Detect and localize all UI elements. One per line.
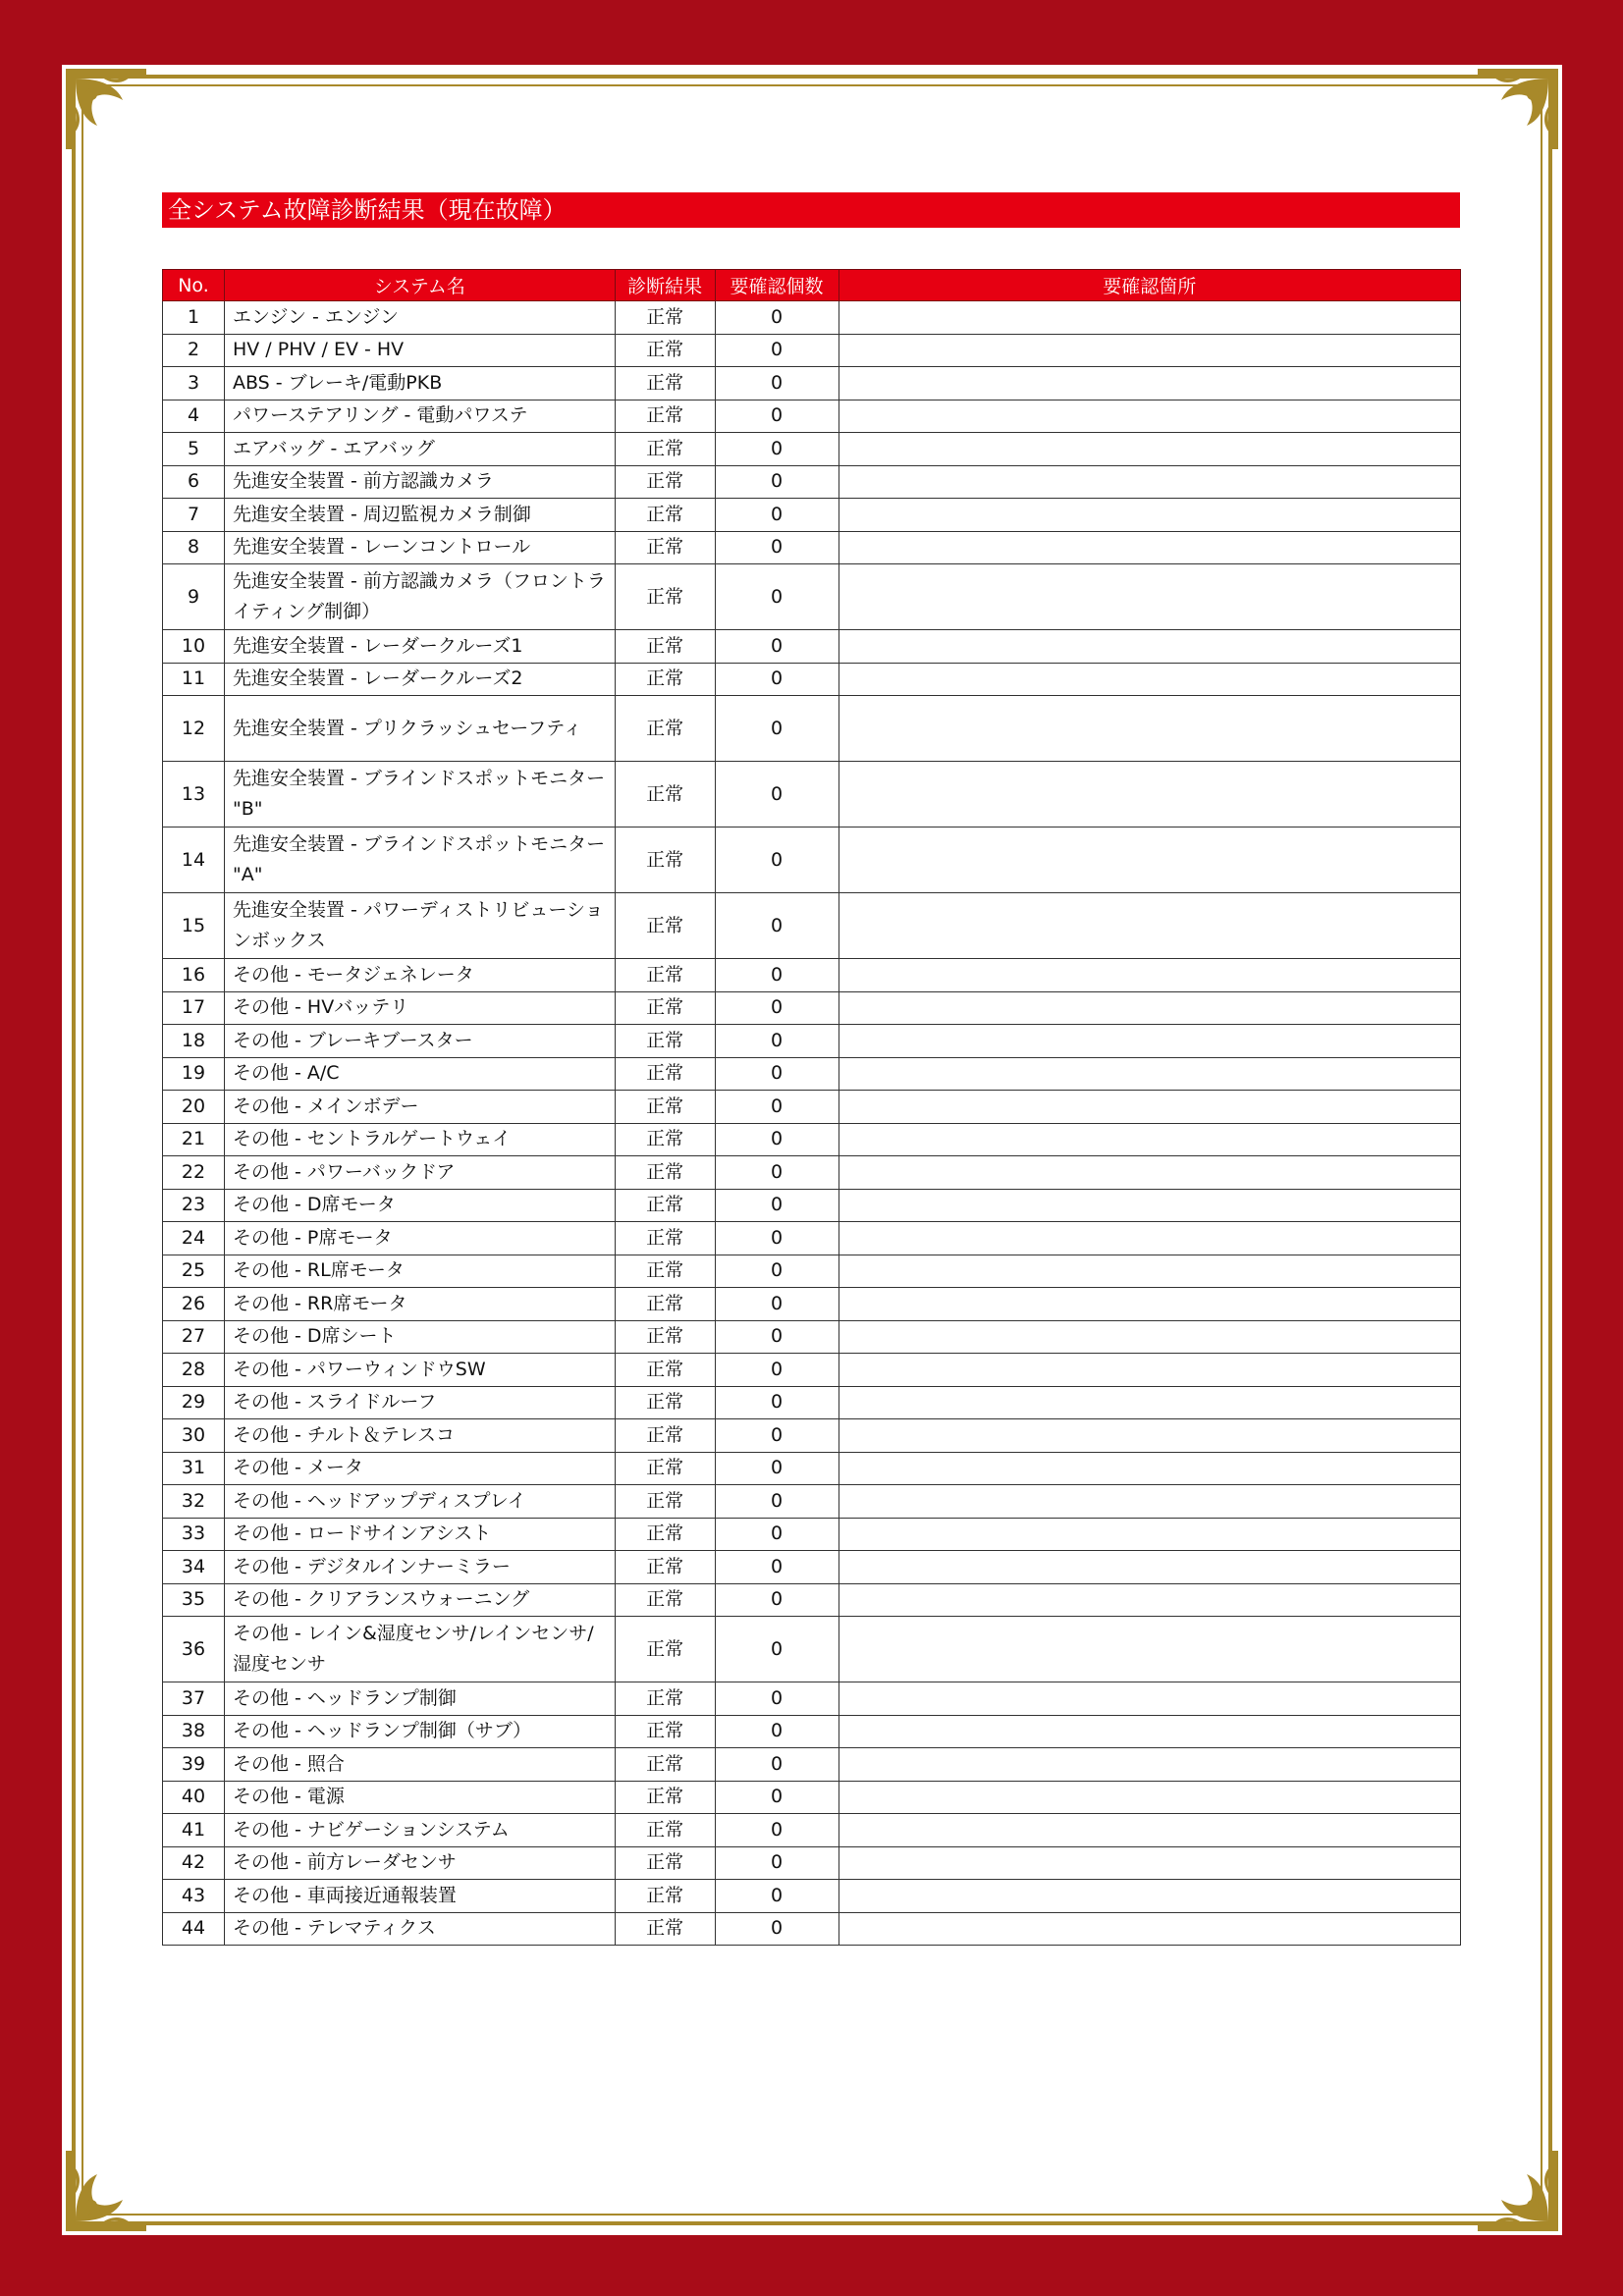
- header-location: 要確認箇所: [839, 270, 1461, 301]
- system-name-cell: その他 - RR席モータ: [224, 1288, 615, 1321]
- result-cell: 正常: [615, 663, 715, 696]
- table-row: [163, 367, 1461, 400]
- location-cell: [839, 991, 1461, 1025]
- count-cell: 0: [715, 1025, 839, 1058]
- table-row: [163, 1518, 1461, 1551]
- table-row: [163, 893, 1461, 959]
- header-result: 診断結果: [615, 270, 715, 301]
- result-cell: 正常: [615, 433, 715, 466]
- result-cell: 正常: [615, 564, 715, 630]
- system-name-cell: 先進安全装置 - ブラインドスポットモニター "B": [224, 762, 615, 828]
- count-cell: 0: [715, 991, 839, 1025]
- system-name-cell: その他 - 照合: [224, 1748, 615, 1782]
- count-cell: 0: [715, 959, 839, 992]
- system-name-cell: ABS - ブレーキ/電動PKB: [224, 367, 615, 400]
- location-cell: [839, 1057, 1461, 1091]
- system-name-cell: その他 - D席モータ: [224, 1189, 615, 1222]
- count-cell: 0: [715, 1583, 839, 1617]
- row-number: 15: [163, 893, 225, 959]
- table-row: [163, 1156, 1461, 1190]
- corner-ornament-icon: [62, 2147, 150, 2235]
- table-row: [163, 499, 1461, 532]
- count-cell: 0: [715, 1156, 839, 1190]
- table-row: [163, 1255, 1461, 1288]
- count-cell: 0: [715, 1189, 839, 1222]
- system-name-cell: その他 - クリアランスウォーニング: [224, 1583, 615, 1617]
- row-number: 32: [163, 1485, 225, 1519]
- location-cell: [839, 828, 1461, 893]
- table-row: [163, 1880, 1461, 1913]
- result-cell: 正常: [615, 531, 715, 564]
- system-name-cell: その他 - RL席モータ: [224, 1255, 615, 1288]
- location-cell: [839, 893, 1461, 959]
- table-row: [163, 1846, 1461, 1880]
- row-number: 27: [163, 1320, 225, 1354]
- table-row: [163, 1419, 1461, 1453]
- row-number: 1: [163, 301, 225, 335]
- count-cell: 0: [715, 893, 839, 959]
- result-cell: 正常: [615, 400, 715, 433]
- result-cell: 正常: [615, 893, 715, 959]
- location-cell: [839, 1880, 1461, 1913]
- table-row: [163, 1781, 1461, 1814]
- table-row: [163, 400, 1461, 433]
- location-cell: [839, 1156, 1461, 1190]
- row-number: 20: [163, 1091, 225, 1124]
- system-name-cell: その他 - A/C: [224, 1057, 615, 1091]
- row-number: 30: [163, 1419, 225, 1453]
- row-number: 7: [163, 499, 225, 532]
- location-cell: [839, 1288, 1461, 1321]
- location-cell: [839, 1452, 1461, 1485]
- count-cell: 0: [715, 1057, 839, 1091]
- result-cell: 正常: [615, 1748, 715, 1782]
- location-cell: [839, 531, 1461, 564]
- system-name-cell: その他 - スライドルーフ: [224, 1386, 615, 1419]
- row-number: 34: [163, 1551, 225, 1584]
- row-number: 3: [163, 367, 225, 400]
- table-row: [163, 1091, 1461, 1124]
- table-row: [163, 564, 1461, 630]
- report-title: 全システム故障診断結果（現在故障）: [162, 192, 1460, 228]
- diagnosis-table: [162, 269, 1461, 1946]
- location-cell: [839, 1255, 1461, 1288]
- system-name-cell: その他 - D席シート: [224, 1320, 615, 1354]
- location-cell: [839, 1091, 1461, 1124]
- system-name-cell: 先進安全装置 - 前方認識カメラ: [224, 465, 615, 499]
- count-cell: 0: [715, 663, 839, 696]
- count-cell: 0: [715, 367, 839, 400]
- table-row: [163, 630, 1461, 664]
- system-name-cell: その他 - デジタルインナーミラー: [224, 1551, 615, 1584]
- location-cell: [839, 1551, 1461, 1584]
- row-number: 23: [163, 1189, 225, 1222]
- location-cell: [839, 1912, 1461, 1946]
- row-number: 10: [163, 630, 225, 664]
- location-cell: [839, 1715, 1461, 1748]
- system-name-cell: その他 - 電源: [224, 1781, 615, 1814]
- system-name-cell: その他 - テレマティクス: [224, 1912, 615, 1946]
- table-row: [163, 1485, 1461, 1519]
- system-name-cell: パワーステアリング - 電動パワステ: [224, 400, 615, 433]
- row-number: 4: [163, 400, 225, 433]
- location-cell: [839, 1748, 1461, 1782]
- system-name-cell: その他 - チルト＆テレスコ: [224, 1419, 615, 1453]
- count-cell: 0: [715, 1354, 839, 1387]
- table-row: [163, 991, 1461, 1025]
- result-cell: 正常: [615, 499, 715, 532]
- system-name-cell: その他 - セントラルゲートウェイ: [224, 1123, 615, 1156]
- result-cell: 正常: [615, 1025, 715, 1058]
- system-name-cell: その他 - モータジェネレータ: [224, 959, 615, 992]
- result-cell: 正常: [615, 991, 715, 1025]
- location-cell: [839, 465, 1461, 499]
- count-cell: 0: [715, 499, 839, 532]
- header-count: 要確認個数: [715, 270, 839, 301]
- location-cell: [839, 1583, 1461, 1617]
- system-name-cell: HV / PHV / EV - HV: [224, 334, 615, 367]
- location-cell: [839, 1781, 1461, 1814]
- header-no: No.: [163, 270, 225, 301]
- header-system-name: システム名: [224, 270, 615, 301]
- system-name-cell: その他 - ヘッドランプ制御（サブ）: [224, 1715, 615, 1748]
- location-cell: [839, 1189, 1461, 1222]
- row-number: 41: [163, 1814, 225, 1847]
- result-cell: 正常: [615, 1255, 715, 1288]
- count-cell: 0: [715, 1814, 839, 1847]
- table-row: [163, 1222, 1461, 1255]
- count-cell: 0: [715, 828, 839, 893]
- result-cell: 正常: [615, 1288, 715, 1321]
- result-cell: 正常: [615, 1715, 715, 1748]
- row-number: 13: [163, 762, 225, 828]
- system-name-cell: その他 - ヘッドランプ制御: [224, 1682, 615, 1716]
- count-cell: 0: [715, 1288, 839, 1321]
- result-cell: 正常: [615, 1583, 715, 1617]
- row-number: 33: [163, 1518, 225, 1551]
- table-row: [163, 1682, 1461, 1716]
- count-cell: 0: [715, 564, 839, 630]
- count-cell: 0: [715, 1518, 839, 1551]
- location-cell: [839, 499, 1461, 532]
- result-cell: 正常: [615, 1814, 715, 1847]
- table-row: [163, 1814, 1461, 1847]
- table-row: [163, 1288, 1461, 1321]
- count-cell: 0: [715, 433, 839, 466]
- location-cell: [839, 564, 1461, 630]
- result-cell: 正常: [615, 1057, 715, 1091]
- location-cell: [839, 400, 1461, 433]
- system-name-cell: その他 - レイン&湿度センサ/レインセンサ/湿度センサ: [224, 1617, 615, 1682]
- row-number: 24: [163, 1222, 225, 1255]
- system-name-cell: 先進安全装置 - プリクラッシュセーフティ: [224, 696, 615, 762]
- result-cell: 正常: [615, 1419, 715, 1453]
- location-cell: [839, 1846, 1461, 1880]
- result-cell: 正常: [615, 1320, 715, 1354]
- row-number: 39: [163, 1748, 225, 1782]
- count-cell: 0: [715, 1846, 839, 1880]
- count-cell: 0: [715, 1222, 839, 1255]
- row-number: 44: [163, 1912, 225, 1946]
- row-number: 42: [163, 1846, 225, 1880]
- location-cell: [839, 433, 1461, 466]
- table-row: [163, 663, 1461, 696]
- row-number: 18: [163, 1025, 225, 1058]
- system-name-cell: 先進安全装置 - レーダークルーズ1: [224, 630, 615, 664]
- row-number: 25: [163, 1255, 225, 1288]
- report-page: [62, 65, 1562, 2235]
- count-cell: 0: [715, 334, 839, 367]
- table-row: [163, 465, 1461, 499]
- row-number: 29: [163, 1386, 225, 1419]
- location-cell: [839, 1518, 1461, 1551]
- location-cell: [839, 1485, 1461, 1519]
- system-name-cell: その他 - パワーウィンドウSW: [224, 1354, 615, 1387]
- system-name-cell: エアバッグ - エアバッグ: [224, 433, 615, 466]
- table-row: [163, 1354, 1461, 1387]
- count-cell: 0: [715, 1485, 839, 1519]
- system-name-cell: その他 - ロードサインアシスト: [224, 1518, 615, 1551]
- result-cell: 正常: [615, 762, 715, 828]
- result-cell: 正常: [615, 1912, 715, 1946]
- row-number: 26: [163, 1288, 225, 1321]
- count-cell: 0: [715, 1682, 839, 1716]
- table-row: [163, 1386, 1461, 1419]
- row-number: 5: [163, 433, 225, 466]
- row-number: 12: [163, 696, 225, 762]
- location-cell: [839, 663, 1461, 696]
- row-number: 35: [163, 1583, 225, 1617]
- result-cell: 正常: [615, 1781, 715, 1814]
- result-cell: 正常: [615, 301, 715, 335]
- table-row: [163, 1320, 1461, 1354]
- system-name-cell: 先進安全装置 - 周辺監視カメラ制御: [224, 499, 615, 532]
- result-cell: 正常: [615, 1156, 715, 1190]
- count-cell: 0: [715, 1617, 839, 1682]
- row-number: 11: [163, 663, 225, 696]
- table-row: [163, 1583, 1461, 1617]
- table-row: [163, 433, 1461, 466]
- result-cell: 正常: [615, 465, 715, 499]
- count-cell: 0: [715, 630, 839, 664]
- table-row: [163, 1617, 1461, 1682]
- location-cell: [839, 367, 1461, 400]
- count-cell: 0: [715, 1419, 839, 1453]
- system-name-cell: 先進安全装置 - パワーディストリビューションボックス: [224, 893, 615, 959]
- result-cell: 正常: [615, 1846, 715, 1880]
- location-cell: [839, 1419, 1461, 1453]
- row-number: 43: [163, 1880, 225, 1913]
- result-cell: 正常: [615, 367, 715, 400]
- result-cell: 正常: [615, 1123, 715, 1156]
- result-cell: 正常: [615, 1386, 715, 1419]
- corner-ornament-icon: [1474, 65, 1562, 153]
- count-cell: 0: [715, 465, 839, 499]
- table-row: [163, 1452, 1461, 1485]
- location-cell: [839, 696, 1461, 762]
- table-row: [163, 531, 1461, 564]
- location-cell: [839, 1814, 1461, 1847]
- system-name-cell: 先進安全装置 - レーンコントロール: [224, 531, 615, 564]
- location-cell: [839, 1222, 1461, 1255]
- table-body: [163, 301, 1461, 1946]
- count-cell: 0: [715, 1880, 839, 1913]
- system-name-cell: その他 - ブレーキブースター: [224, 1025, 615, 1058]
- row-number: 6: [163, 465, 225, 499]
- location-cell: [839, 1320, 1461, 1354]
- corner-ornament-icon: [62, 65, 150, 153]
- result-cell: 正常: [615, 1222, 715, 1255]
- count-cell: 0: [715, 400, 839, 433]
- count-cell: 0: [715, 1452, 839, 1485]
- row-number: 17: [163, 991, 225, 1025]
- result-cell: 正常: [615, 334, 715, 367]
- system-name-cell: その他 - ナビゲーションシステム: [224, 1814, 615, 1847]
- location-cell: [839, 1617, 1461, 1682]
- table-row: [163, 762, 1461, 828]
- count-cell: 0: [715, 1551, 839, 1584]
- result-cell: 正常: [615, 1354, 715, 1387]
- table-header-row: [163, 270, 1461, 301]
- table-row: [163, 959, 1461, 992]
- table-row: [163, 1189, 1461, 1222]
- table-row: [163, 301, 1461, 335]
- count-cell: 0: [715, 1748, 839, 1782]
- row-number: 28: [163, 1354, 225, 1387]
- count-cell: 0: [715, 1781, 839, 1814]
- location-cell: [839, 630, 1461, 664]
- location-cell: [839, 959, 1461, 992]
- result-cell: 正常: [615, 1452, 715, 1485]
- table-row: [163, 1123, 1461, 1156]
- result-cell: 正常: [615, 828, 715, 893]
- corner-ornament-icon: [1474, 2147, 1562, 2235]
- location-cell: [839, 1682, 1461, 1716]
- row-number: 37: [163, 1682, 225, 1716]
- table-row: [163, 696, 1461, 762]
- row-number: 36: [163, 1617, 225, 1682]
- location-cell: [839, 1025, 1461, 1058]
- location-cell: [839, 301, 1461, 335]
- count-cell: 0: [715, 1912, 839, 1946]
- count-cell: 0: [715, 1386, 839, 1419]
- system-name-cell: その他 - メータ: [224, 1452, 615, 1485]
- result-cell: 正常: [615, 696, 715, 762]
- table-row: [163, 1551, 1461, 1584]
- system-name-cell: その他 - ヘッドアップディスプレイ: [224, 1485, 615, 1519]
- system-name-cell: 先進安全装置 - レーダークルーズ2: [224, 663, 615, 696]
- location-cell: [839, 1123, 1461, 1156]
- count-cell: 0: [715, 1320, 839, 1354]
- row-number: 21: [163, 1123, 225, 1156]
- table-row: [163, 1025, 1461, 1058]
- row-number: 16: [163, 959, 225, 992]
- location-cell: [839, 1354, 1461, 1387]
- count-cell: 0: [715, 762, 839, 828]
- system-name-cell: エンジン - エンジン: [224, 301, 615, 335]
- system-name-cell: その他 - 車両接近通報装置: [224, 1880, 615, 1913]
- table-row: [163, 1057, 1461, 1091]
- count-cell: 0: [715, 531, 839, 564]
- system-name-cell: 先進安全装置 - ブラインドスポットモニター "A": [224, 828, 615, 893]
- table-row: [163, 1912, 1461, 1946]
- table-row: [163, 828, 1461, 893]
- system-name-cell: その他 - P席モータ: [224, 1222, 615, 1255]
- row-number: 2: [163, 334, 225, 367]
- system-name-cell: その他 - 前方レーダセンサ: [224, 1846, 615, 1880]
- location-cell: [839, 1386, 1461, 1419]
- result-cell: 正常: [615, 1551, 715, 1584]
- row-number: 14: [163, 828, 225, 893]
- row-number: 31: [163, 1452, 225, 1485]
- row-number: 38: [163, 1715, 225, 1748]
- count-cell: 0: [715, 696, 839, 762]
- location-cell: [839, 334, 1461, 367]
- system-name-cell: その他 - パワーバックドア: [224, 1156, 615, 1190]
- system-name-cell: その他 - HVバッテリ: [224, 991, 615, 1025]
- row-number: 8: [163, 531, 225, 564]
- row-number: 19: [163, 1057, 225, 1091]
- count-cell: 0: [715, 1715, 839, 1748]
- result-cell: 正常: [615, 1617, 715, 1682]
- result-cell: 正常: [615, 1189, 715, 1222]
- row-number: 22: [163, 1156, 225, 1190]
- count-cell: 0: [715, 1255, 839, 1288]
- location-cell: [839, 762, 1461, 828]
- row-number: 40: [163, 1781, 225, 1814]
- result-cell: 正常: [615, 1518, 715, 1551]
- result-cell: 正常: [615, 1485, 715, 1519]
- count-cell: 0: [715, 1091, 839, 1124]
- result-cell: 正常: [615, 959, 715, 992]
- table-row: [163, 1748, 1461, 1782]
- result-cell: 正常: [615, 1682, 715, 1716]
- count-cell: 0: [715, 301, 839, 335]
- result-cell: 正常: [615, 1880, 715, 1913]
- system-name-cell: その他 - メインボデー: [224, 1091, 615, 1124]
- result-cell: 正常: [615, 630, 715, 664]
- count-cell: 0: [715, 1123, 839, 1156]
- table-row: [163, 334, 1461, 367]
- row-number: 9: [163, 564, 225, 630]
- system-name-cell: 先進安全装置 - 前方認識カメラ（フロントライティング制御）: [224, 564, 615, 630]
- table-row: [163, 1715, 1461, 1748]
- result-cell: 正常: [615, 1091, 715, 1124]
